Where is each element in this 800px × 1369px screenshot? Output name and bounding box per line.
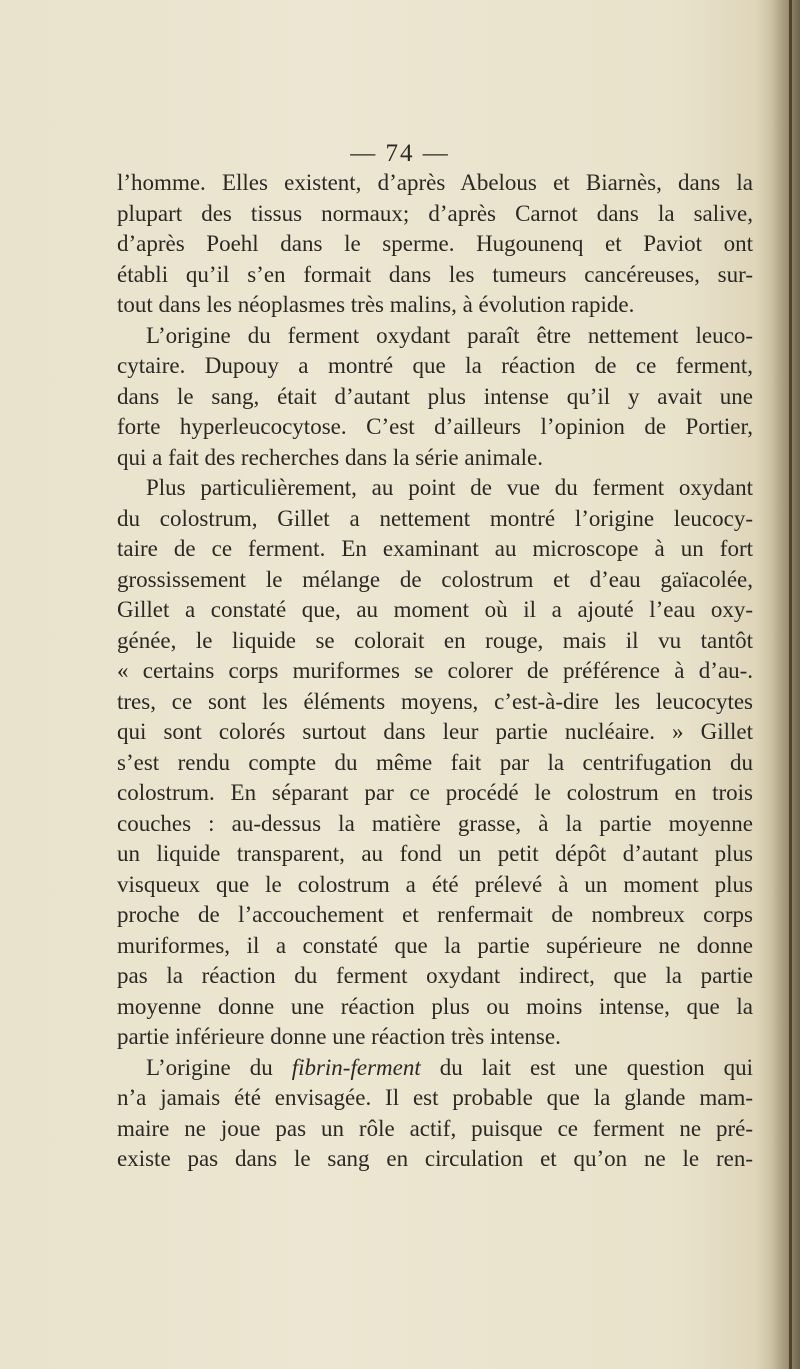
text-line: pas la réaction du ferment oxydant indirect, que la partie xyxy=(117,963,753,988)
text-line: Gillet a constaté que, au moment où il a ajouté l’eau oxy- xyxy=(117,597,753,622)
text-line: forte hyperleucocytose. C’est d’ailleurs l’opinion de Portier, xyxy=(117,414,753,439)
body-text xyxy=(117,168,753,1175)
text-line: un liquide transparent, au fond un petit dépôt d’autant plus xyxy=(117,841,753,866)
text-line: cytaire. Dupouy a montré que la réaction de ce ferment, xyxy=(117,353,753,378)
page-number: — 74 — xyxy=(350,140,450,167)
text-line: qui a fait des recherches dans la série animale. xyxy=(117,444,543,470)
text-line: qui sont colorés surtout dans leur partie nucléaire. » Gillet xyxy=(117,719,753,744)
text-line: établi qu’il s’en formait dans les tumeurs cancéreuses, sur- xyxy=(117,261,753,287)
page-binding-shadow xyxy=(756,0,800,1369)
text-line: grossissement le mélange de colostrum et d’eau gaïacolée, xyxy=(117,566,753,592)
text-line: génée, le liquide se colorait en rouge, mais il vu tantôt xyxy=(117,627,753,653)
text-line: tres, ce sont les éléments moyens, c’est-à-dire les leucocytes xyxy=(117,688,753,714)
text-line: tout dans les néoplasmes très malins, à évolution rapide. xyxy=(117,292,635,317)
text-line: l’homme. Elles existent, d’après Abelous et Biarnès, dans la xyxy=(117,170,753,195)
text-line: s’est rendu compte du même fait par la centrifugation du xyxy=(117,749,753,775)
text-line: n’a jamais été envisagée. Il est probable que la glande mam- xyxy=(117,1085,753,1110)
text-run: L’origine du xyxy=(146,1054,292,1080)
text-line: couches : au-dessus la matière grasse, à la partie moyenne xyxy=(117,810,753,836)
text-line: du colostrum, Gillet a nettement montré l’origine leucocy- xyxy=(117,505,753,531)
text-line: proche de l’accouchement et renfermait de nombreux corps xyxy=(117,902,753,927)
text-line: colostrum. En séparant par ce procédé le colostrum en trois xyxy=(117,780,753,805)
text-line: « certains corps muriformes se colorer de préférence à d’au-. xyxy=(117,658,753,683)
text-line: maire ne joue pas un rôle actif, puisque ce ferment ne pré- xyxy=(117,1115,753,1141)
text-line: visqueux que le colostrum a été prélevé à un moment plus xyxy=(117,871,753,897)
text-line: Plus particulièrement, au point de vue du ferment oxydant xyxy=(146,475,753,500)
text-line: muriformes, il a constaté que la partie supérieure ne donne xyxy=(117,932,753,958)
text-line-with-italic xyxy=(117,1053,753,1084)
text-run: du lait est une question qui xyxy=(420,1054,754,1080)
text-line: partie inférieure donne une réaction très intense. xyxy=(117,1024,561,1049)
page-edge-line xyxy=(789,0,792,1369)
text-line: plupart des tissus normaux; d’après Carnot dans la salive, xyxy=(117,200,753,226)
text-line: moyenne donne une réaction plus ou moins intense, que la xyxy=(117,993,753,1019)
text-line: existe pas dans le sang en circulation et qu’on ne le ren- xyxy=(117,1146,753,1171)
text-line: dans le sang, était d’autant plus intense qu’il y avait une xyxy=(117,383,753,409)
text-line: taire de ce ferment. En examinant au microscope à un fort xyxy=(117,536,753,561)
italic-term: fibrin-ferment xyxy=(291,1054,421,1080)
text-line: L’origine du ferment oxydant paraît être nettement leuco- xyxy=(146,322,753,348)
text-line: d’après Poehl dans le sperme. Hugounenq et Paviot ont xyxy=(117,231,753,256)
